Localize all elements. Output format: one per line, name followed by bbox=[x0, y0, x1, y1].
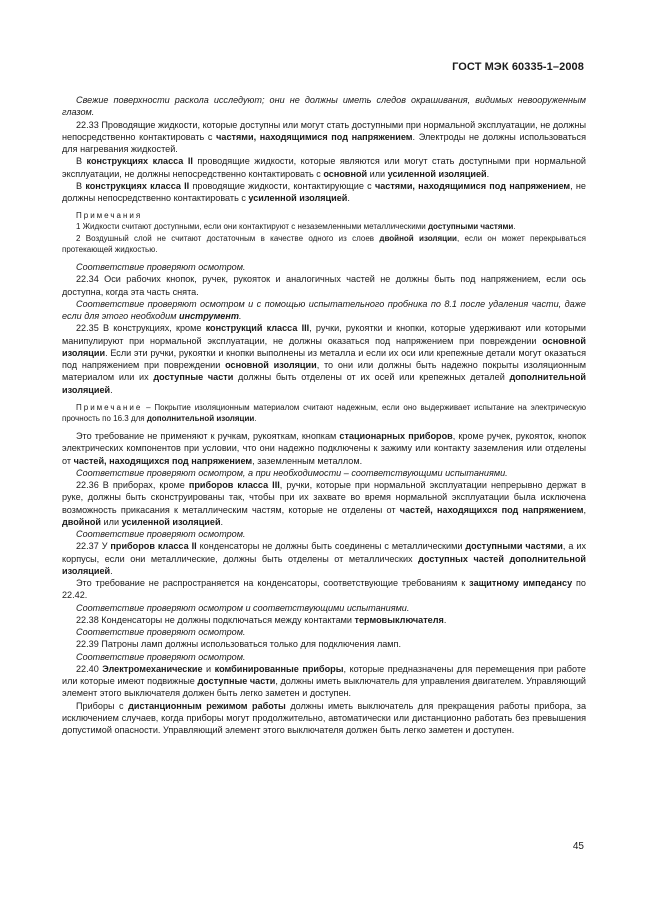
notes-heading bbox=[62, 210, 586, 221]
text-run: 22.36 В приборах, кроме bbox=[76, 480, 189, 491]
paragraph bbox=[62, 638, 586, 650]
defined-term: дополнительной изоляцией bbox=[62, 372, 587, 395]
text-run: 22.37 У bbox=[76, 541, 111, 552]
text-run: , не должны непосредственно контактировать с bbox=[62, 180, 586, 203]
text-run: должны быть отделены от их осей или крепежных деталей bbox=[233, 372, 510, 383]
compliance-text bbox=[62, 261, 586, 273]
defined-term: стационарных приборов bbox=[339, 431, 453, 442]
text-run: , заземленным металлом. bbox=[252, 455, 363, 466]
text-run: , то они или должны быть надежно покрыты изоляционным материалом или их bbox=[62, 360, 586, 383]
defined-term: двойной bbox=[62, 516, 102, 527]
text-run: Соответствие проверяют осмотром. bbox=[76, 262, 246, 273]
compliance-text bbox=[62, 467, 586, 479]
paragraph bbox=[62, 577, 586, 602]
text-run: , а их корпусы, если они металлические, должны быть отделены от металлических bbox=[62, 541, 586, 564]
compliance-text bbox=[62, 651, 586, 663]
paragraph bbox=[62, 614, 586, 626]
defined-term: частями, находящимися под напряжением bbox=[374, 180, 571, 191]
defined-term: доступными частями bbox=[465, 541, 563, 552]
defined-term: усиленной изоляцией bbox=[248, 193, 348, 203]
text-run: Приборы с bbox=[76, 700, 129, 711]
text-run: по 22.42. bbox=[62, 578, 586, 601]
text-run: проводящие жидкости, контактирующие с bbox=[189, 180, 375, 191]
defined-term: дополнительной изоляции bbox=[146, 414, 255, 424]
text-run: должны иметь выключатель для прекращения работы прибора, за исключением случаев, когда приборы могут продолжительно, автоматически или дистанционно работать без превышения допустимой опасности. Управляющий элемент этого выключателя должен быть легко заметен и доступен. bbox=[62, 700, 586, 736]
compliance-text bbox=[62, 602, 586, 614]
text-run: Это требование не применяют к ручкам, рукояткам, кнопкам bbox=[76, 431, 340, 442]
defined-term: доступных частей дополнительной изоляцией bbox=[62, 553, 586, 576]
defined-term: конструкциях класса II bbox=[86, 156, 193, 167]
paragraph bbox=[62, 155, 586, 180]
page-number: 45 bbox=[572, 841, 584, 852]
text-run: , кроме ручек, рукояток, кнопок электрических компонентов при условии, что они надежно подключены к зажиму или контакту заземления или отделены от bbox=[62, 431, 587, 466]
defined-term: доступные части bbox=[197, 676, 276, 687]
text-run: , bbox=[583, 504, 586, 515]
defined-term: комбинированные приборы bbox=[214, 663, 344, 674]
text-run: Соответствие проверяют осмотром, а при необходимости – соответствующими испытаниями. bbox=[76, 467, 508, 478]
text-run: . bbox=[486, 168, 490, 179]
text-run: , если он может перекрываться протекающей жидкостью. bbox=[62, 233, 586, 254]
defined-term: усиленной изоляцией bbox=[387, 168, 487, 179]
text-run: , должны иметь выключатель для управления двигателем. Управляющий элемент этого выключателя должен быть легко заметен и доступен. bbox=[62, 676, 587, 699]
note-text bbox=[62, 233, 586, 255]
defined-term: приборов класса III bbox=[188, 480, 280, 491]
text-run: . bbox=[347, 193, 350, 203]
text-run: . bbox=[220, 516, 224, 527]
text-run: Примечания bbox=[76, 211, 143, 221]
text-run: или bbox=[367, 168, 388, 179]
text-run: или bbox=[101, 516, 122, 527]
compliance-text bbox=[62, 298, 586, 323]
text-run: 22.35 В конструкциях, кроме bbox=[76, 323, 206, 334]
text-run: 2 Воздушный слой не считают достаточным в качестве одного из слоев bbox=[76, 233, 380, 243]
text-run: Соответствие проверяют осмотром и соответствующими испытаниями. bbox=[76, 602, 410, 613]
text-run: Это требование не распространяется на конденсаторы, соответствующие требованиям к bbox=[76, 578, 470, 589]
text-run: Соответствие проверяют осмотром. bbox=[76, 529, 246, 540]
paragraph bbox=[62, 180, 586, 205]
defined-term: дистанционным режимом работы bbox=[128, 700, 286, 711]
text-run: . bbox=[110, 565, 113, 576]
defined-term: доступными частями bbox=[427, 222, 514, 232]
text-run: 22.40 bbox=[76, 663, 103, 674]
text-run: проводящие жидкости, которые являются или могут стать доступными при нормальной эксплуатации, не должны непосредственно контактировать с bbox=[62, 156, 586, 179]
defined-term: конструкциях класса II bbox=[85, 180, 190, 191]
text-run: и bbox=[202, 663, 215, 674]
text-run: Примечание bbox=[76, 402, 143, 412]
paragraph bbox=[62, 119, 586, 156]
text-run: . Электроды не должны использоваться для нагревания жидкостей. bbox=[62, 131, 586, 154]
text-run: В bbox=[76, 180, 86, 191]
defined-term: конструкций класса III bbox=[205, 323, 310, 334]
defined-term: двойной изоляции bbox=[379, 233, 457, 243]
text-run: , ручки, рукоятки и кнопки, которые удерживают или которыми манипулируют при нормальной эксплуатации, не должны оказаться под напряжением при повреждении bbox=[62, 323, 586, 346]
defined-term: основной изоляции bbox=[225, 360, 317, 371]
defined-term: частей, находящихся под напряжением bbox=[73, 455, 253, 466]
note-text bbox=[62, 221, 586, 232]
defined-term: усиленной изоляцией bbox=[121, 516, 221, 527]
text-run: В bbox=[76, 156, 87, 167]
text-run: Соответствие проверяют осмотром. bbox=[76, 651, 246, 662]
note-text bbox=[62, 402, 586, 424]
paragraph bbox=[62, 700, 586, 737]
text-run: . bbox=[238, 311, 242, 322]
text-run: 22.33 Проводящие жидкости, которые доступны или могут стать доступными при нормальной эксплуатации, не должны непосредственно контактировать с bbox=[62, 119, 586, 142]
text-run: 22.38 Конденсаторы не должны подключаться между контактами bbox=[76, 614, 355, 625]
defined-term: термовыключателя bbox=[354, 614, 444, 625]
text-run: 1 Жидкости считают доступными, если они контактируют с незаземленными металлическими bbox=[76, 222, 428, 232]
paragraph bbox=[62, 322, 586, 396]
defined-term: частями, находящимися под напряжением bbox=[216, 131, 413, 142]
defined-term: защитному импедансу bbox=[469, 578, 573, 589]
text-run: Соответствие проверяют осмотром и с помощью испытательного пробника по 8.1 после удаления части, даже если для этого необходим bbox=[62, 298, 586, 322]
text-run: . bbox=[110, 384, 113, 395]
defined-term: частей, находящихся под напряжением bbox=[399, 504, 584, 515]
defined-term: инструмент bbox=[179, 311, 239, 322]
text-run: Свежие поверхности раскола исследуют; они не должны иметь следов окрашивания, видимых невооруженным глазом. bbox=[62, 95, 586, 118]
document-body bbox=[62, 94, 586, 736]
text-run: конденсаторы не должны быть соединены с металлическими bbox=[196, 541, 466, 552]
defined-term: приборов класса II bbox=[110, 541, 197, 552]
text-run: . Если эти ручки, рукоятки и кнопки выполнены из металла и если их оси или крепежные детали могут оказаться под напряжением при повреждении bbox=[62, 347, 586, 371]
text-run: – Покрытие изоляционным материалом считают надежным, если оно выдерживает испытание на электрическую прочность по 16.3 для bbox=[62, 402, 586, 424]
defined-term: основной bbox=[323, 168, 368, 179]
paragraph bbox=[62, 479, 586, 528]
defined-term: доступные части bbox=[153, 372, 234, 383]
text-run: . bbox=[513, 222, 516, 232]
text-run: , которые предназначены для перемещения при работе или которые имеют подвижные bbox=[62, 663, 586, 687]
defined-term: Электромеханические bbox=[102, 663, 203, 674]
compliance-text bbox=[62, 94, 586, 119]
text-run: 22.39 Патроны ламп должны использоваться только для подключения ламп. bbox=[76, 639, 402, 650]
text-run: . bbox=[254, 414, 257, 424]
paragraph bbox=[62, 540, 586, 577]
text-run: , ручки, которые при нормальной эксплуатации непрерывно держат в руке, должны быть сконструированы так, чтобы при их захвате во время нормальной эксплуатации была исключена возможность прикасания к металлическим частям, которые не отделены от bbox=[62, 480, 586, 515]
compliance-text bbox=[62, 626, 586, 638]
paragraph bbox=[62, 273, 586, 298]
text-run: . bbox=[443, 614, 447, 625]
paragraph bbox=[62, 663, 586, 700]
defined-term: основной изоляции bbox=[62, 335, 586, 358]
text-run: 22.34 Оси рабочих кнопок, ручек, рукояток и аналогичных частей не должны быть под напряжением, если ось доступна, когда эта часть снята. bbox=[62, 274, 586, 297]
compliance-text bbox=[62, 528, 586, 540]
standard-designation: ГОСТ МЭК 60335-1–2008 bbox=[452, 61, 584, 73]
paragraph bbox=[62, 430, 586, 467]
text-run: Соответствие проверяют осмотром. bbox=[76, 627, 246, 638]
